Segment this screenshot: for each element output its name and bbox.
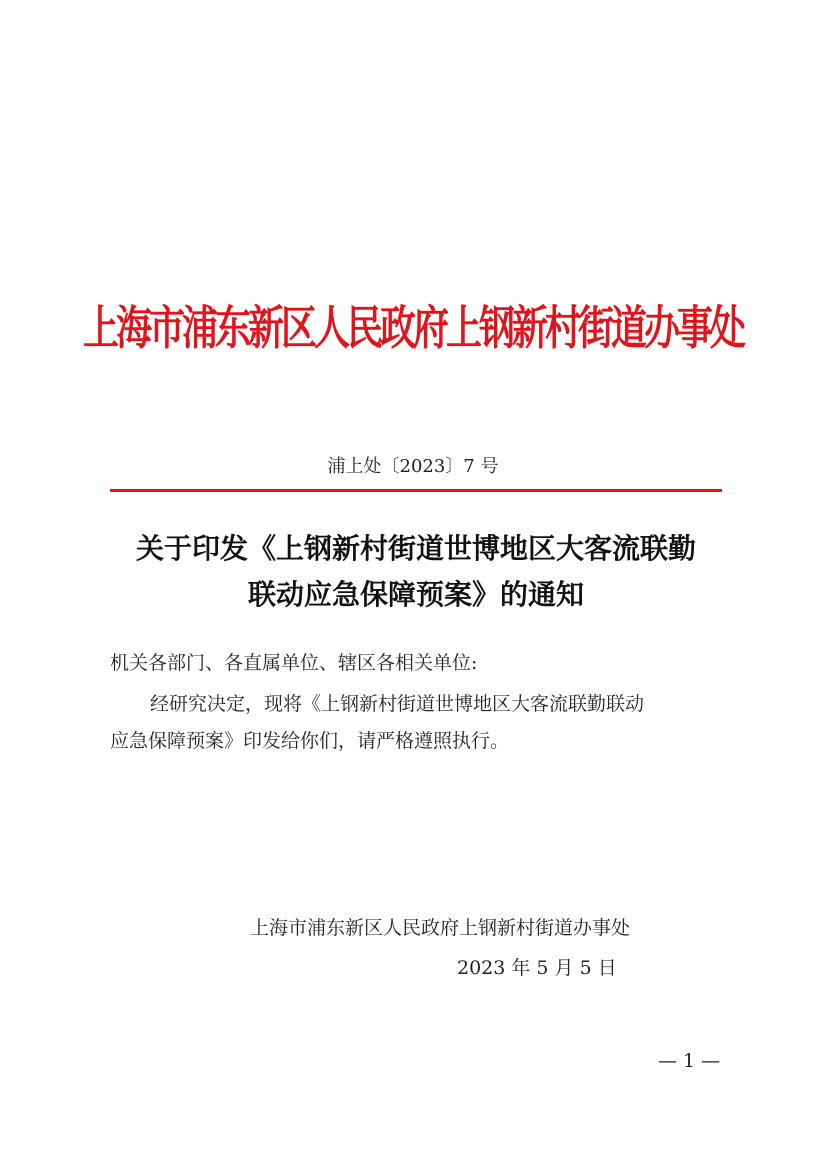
title-line-1: 关于印发《上钢新村街道世博地区大客流联勤 bbox=[135, 532, 696, 565]
body-line-2: 应急保障预案》印发给你们，请严格遵照执行。 bbox=[110, 730, 510, 752]
header-divider bbox=[110, 489, 722, 492]
signature-organization: 上海市浦东新区人民政府上钢新村街道办事处 bbox=[250, 917, 631, 939]
body-paragraph bbox=[110, 686, 722, 760]
page-number: — 1 — bbox=[658, 1050, 721, 1072]
salutation: 机关各部门、各直属单位、辖区各相关单位: bbox=[110, 652, 478, 674]
document-title bbox=[100, 526, 732, 618]
signature-date: 2023 年 5 月 5 日 bbox=[457, 957, 617, 979]
body-line-1: 经研究决定，现将《上钢新村街道世博地区大客流联勤联动 bbox=[150, 693, 645, 715]
issuer-header: 上海市浦东新区人民政府上钢新村街道办事处 bbox=[82, 302, 743, 356]
title-line-2: 联动应急保障预案》的通知 bbox=[247, 578, 584, 611]
document-number: 浦上处〔2023〕7 号 bbox=[327, 456, 499, 477]
